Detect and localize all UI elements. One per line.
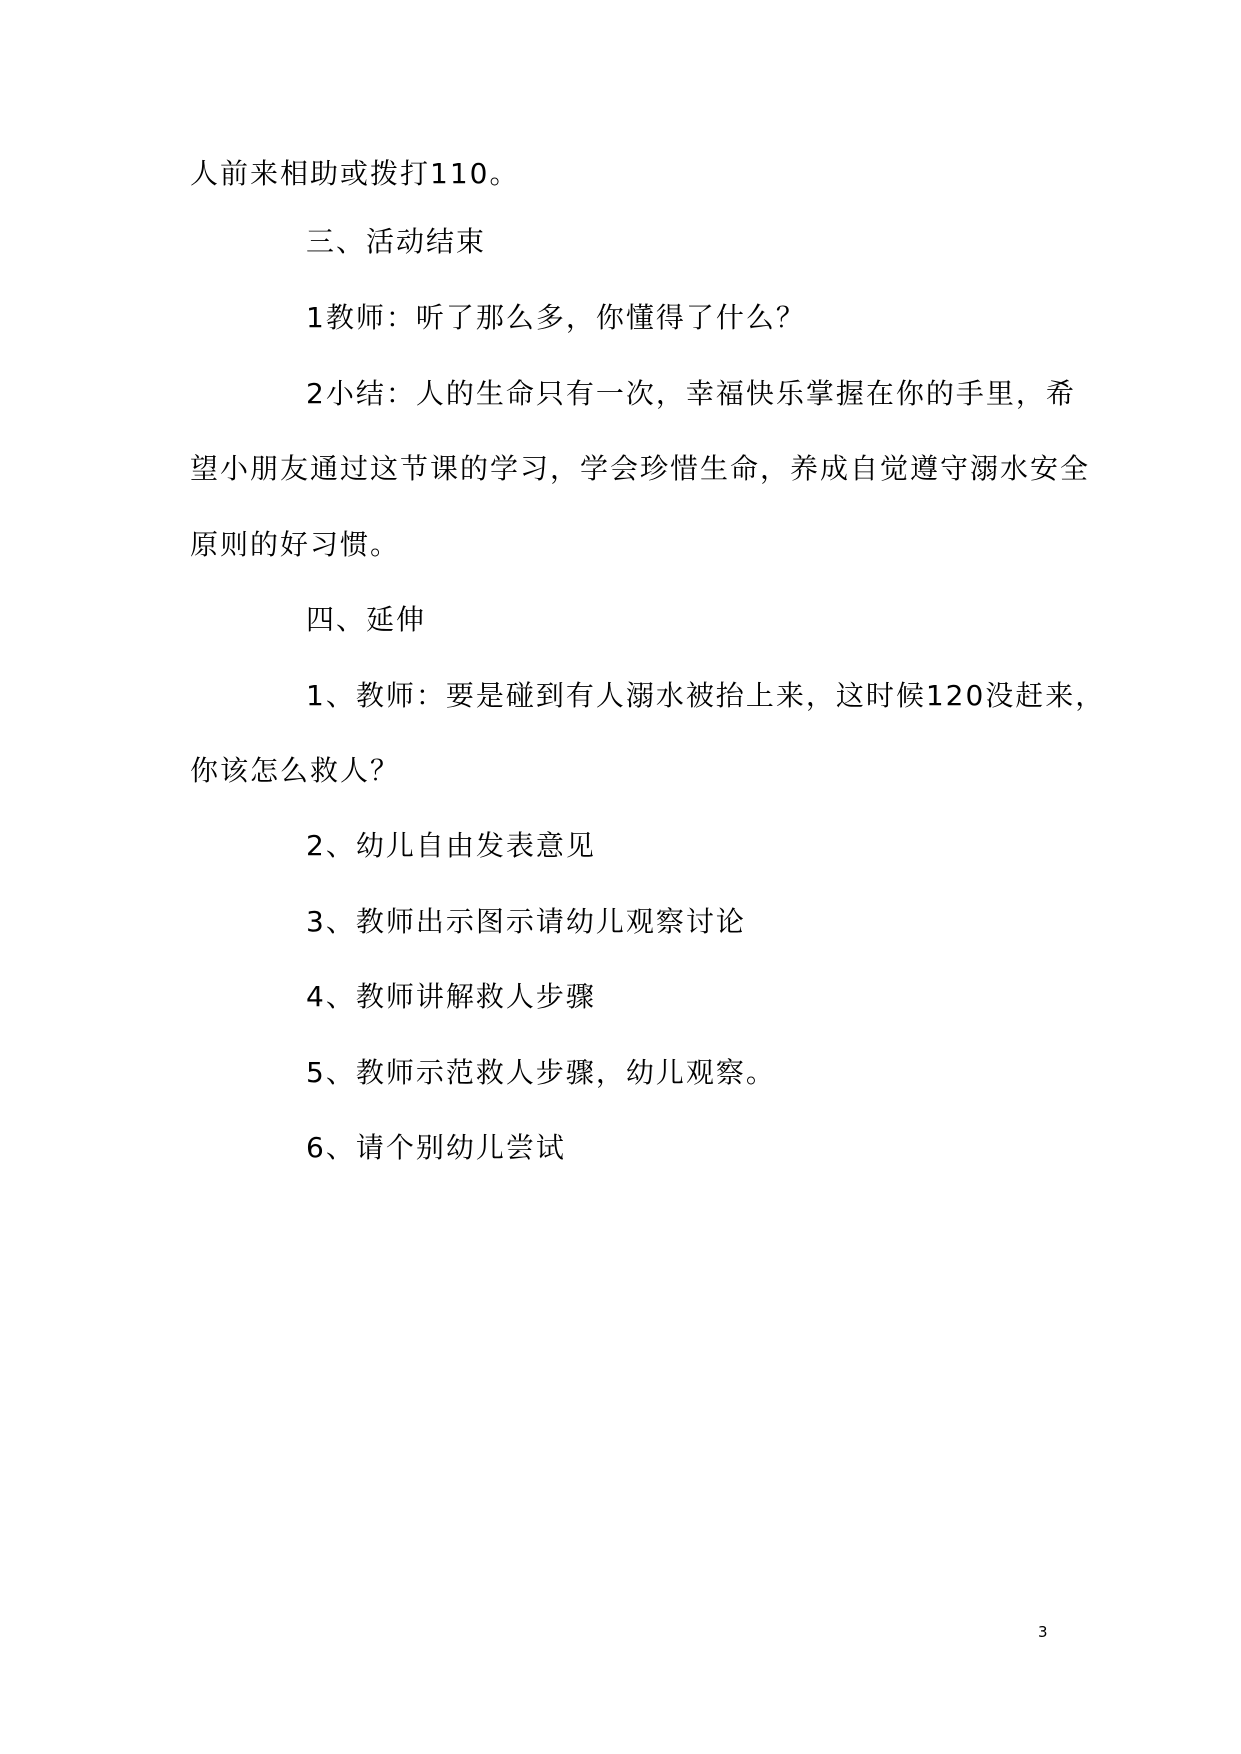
- paragraph-line: 原则的好习惯。: [190, 528, 401, 561]
- section-heading: 四、延伸: [306, 603, 427, 636]
- paragraph-line: 人前来相助或拨打110。: [190, 157, 520, 190]
- paragraph-line: 你该怎么救人？: [190, 754, 401, 787]
- list-item: 3、教师出示图示请幼儿观察讨论: [306, 905, 746, 938]
- section-heading: 三、活动结束: [306, 225, 487, 258]
- list-item: 5、教师示范救人步骤，幼儿观察。: [306, 1056, 776, 1089]
- list-item: 2、幼儿自由发表意见: [306, 829, 596, 862]
- list-item: 4、教师讲解救人步骤: [306, 980, 596, 1013]
- paragraph-line: 1、教师：要是碰到有人溺水被抬上来，这时候120没赶来，: [306, 679, 1106, 712]
- page-number: 3: [1038, 1623, 1048, 1641]
- paragraph-line: 2小结：人的生命只有一次，幸福快乐掌握在你的手里，希: [306, 377, 1076, 410]
- paragraph-line: 1教师：听了那么多，你懂得了什么？: [306, 301, 806, 334]
- paragraph-line: 望小朋友通过这节课的学习，学会珍惜生命，养成自觉遵守溺水安全: [190, 452, 1091, 485]
- list-item: 6、请个别幼儿尝试: [306, 1131, 566, 1164]
